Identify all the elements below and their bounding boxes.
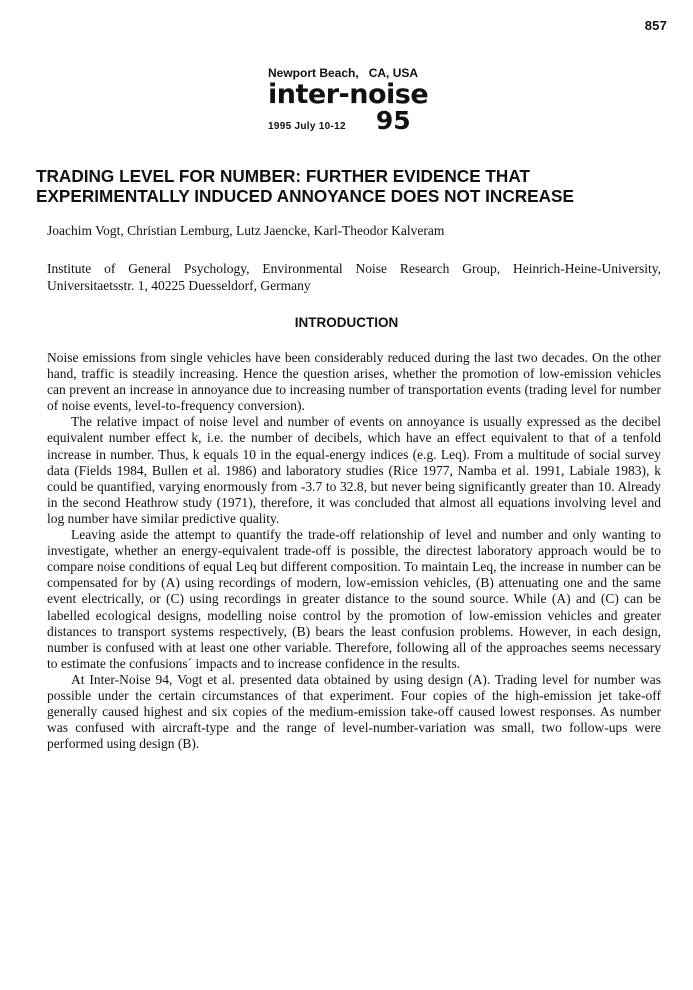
section-heading-introduction: INTRODUCTION xyxy=(294,315,399,330)
page-number: 857 xyxy=(644,18,667,33)
paragraph: Leaving aside the attempt to quantify the trade-off relationship of level and number and only wanting to investigate, whether an energy-equivalent trade-off is possible, the directest laboratory approach would be to compare noise conditions of equal Leq but different composition. To maintain Leq, the increase in number can be compensated for by (A) using recordings of modern, low-emission vehicles, (B) attenuating one and the same event electrically, or (C) using recordings in greater distance to the sound source. While (A) and (C) can be labelled ecological designs, modelling noise control by the promotion of low-emission vehicles and greater distances to transport systems respectively, (B) bears the least confusion problems. However, in each design, number is confused with at least one other variable. Therefore, following all of the approaches seems necessary to estimate the confusions´ impacts and to increase confidence in the results. xyxy=(47,527,661,671)
paper-title: TRADING LEVEL FOR NUMBER: FURTHER EVIDENCE THAT EXPERIMENTALLY INDUCED ANNOYANCE DOES NOT INCREASE xyxy=(36,166,574,206)
conference-header xyxy=(268,66,468,135)
conference-year: 95 xyxy=(375,106,411,135)
conference-logo-text: inter-noise xyxy=(268,79,429,110)
paragraph: Noise emissions from single vehicles have been considerably reduced during the last two decades. On the other hand, traffic is steadily increasing. Hence the question arises, whether the promotion of low-emission vehicles can prevent an increase in annoyance due to increasing number of transportation events (trading level for number of noise events, level-to-frequency conversion). xyxy=(47,350,661,414)
conference-city: Newport Beach, xyxy=(268,66,359,80)
conference-region: CA, USA xyxy=(368,66,419,80)
paragraph: The relative impact of noise level and number of events on annoyance is usually expressed as the decibel equivalent number effect k, i.e. the number of decibels, which have an effect equivalent to that of a tenfold increase in number. Thus, k equals 10 in the equal-energy indices (e.g. Leq). From a multitude of social survey data (Fields 1984, Bullen et al. 1986) and laboratory studies (Rice 1977, Namba et al. 1991, Labiale 1983), k could be quantified, varying enormously from -3.7 to 32.8, but never being significantly greater than 10. Already in the second Heathrow study (1971), therefore, it was concluded that almost all equations involving level and log number have similar predictive quality. xyxy=(47,414,661,526)
author-affiliation: Institute of General Psychology, Environmental Noise Research Group, Heinrich-Heine-University, Universitaetsstr. 1, 40225 Duesseldorf, Germany xyxy=(47,261,661,293)
body-text xyxy=(47,350,661,752)
paragraph: At Inter-Noise 94, Vogt et al. presented data obtained by using design (A). Trading level for number was possible under the certain circumstances of that experiment. Four copies of the high-emission jet take-off generally caused highest and six copies of the medium-emission take-off caused lowest responses. As number was confused with aircraft-type and the range of level-number-variation was small, two follow-ups were performed using design (B). xyxy=(47,671,661,752)
conference-dates: 1995 July 10-12 xyxy=(268,121,346,132)
conference-date-row xyxy=(268,106,468,135)
author-list: Joachim Vogt, Christian Lemburg, Lutz Jaencke, Karl-Theodor Kalveram xyxy=(47,223,445,238)
